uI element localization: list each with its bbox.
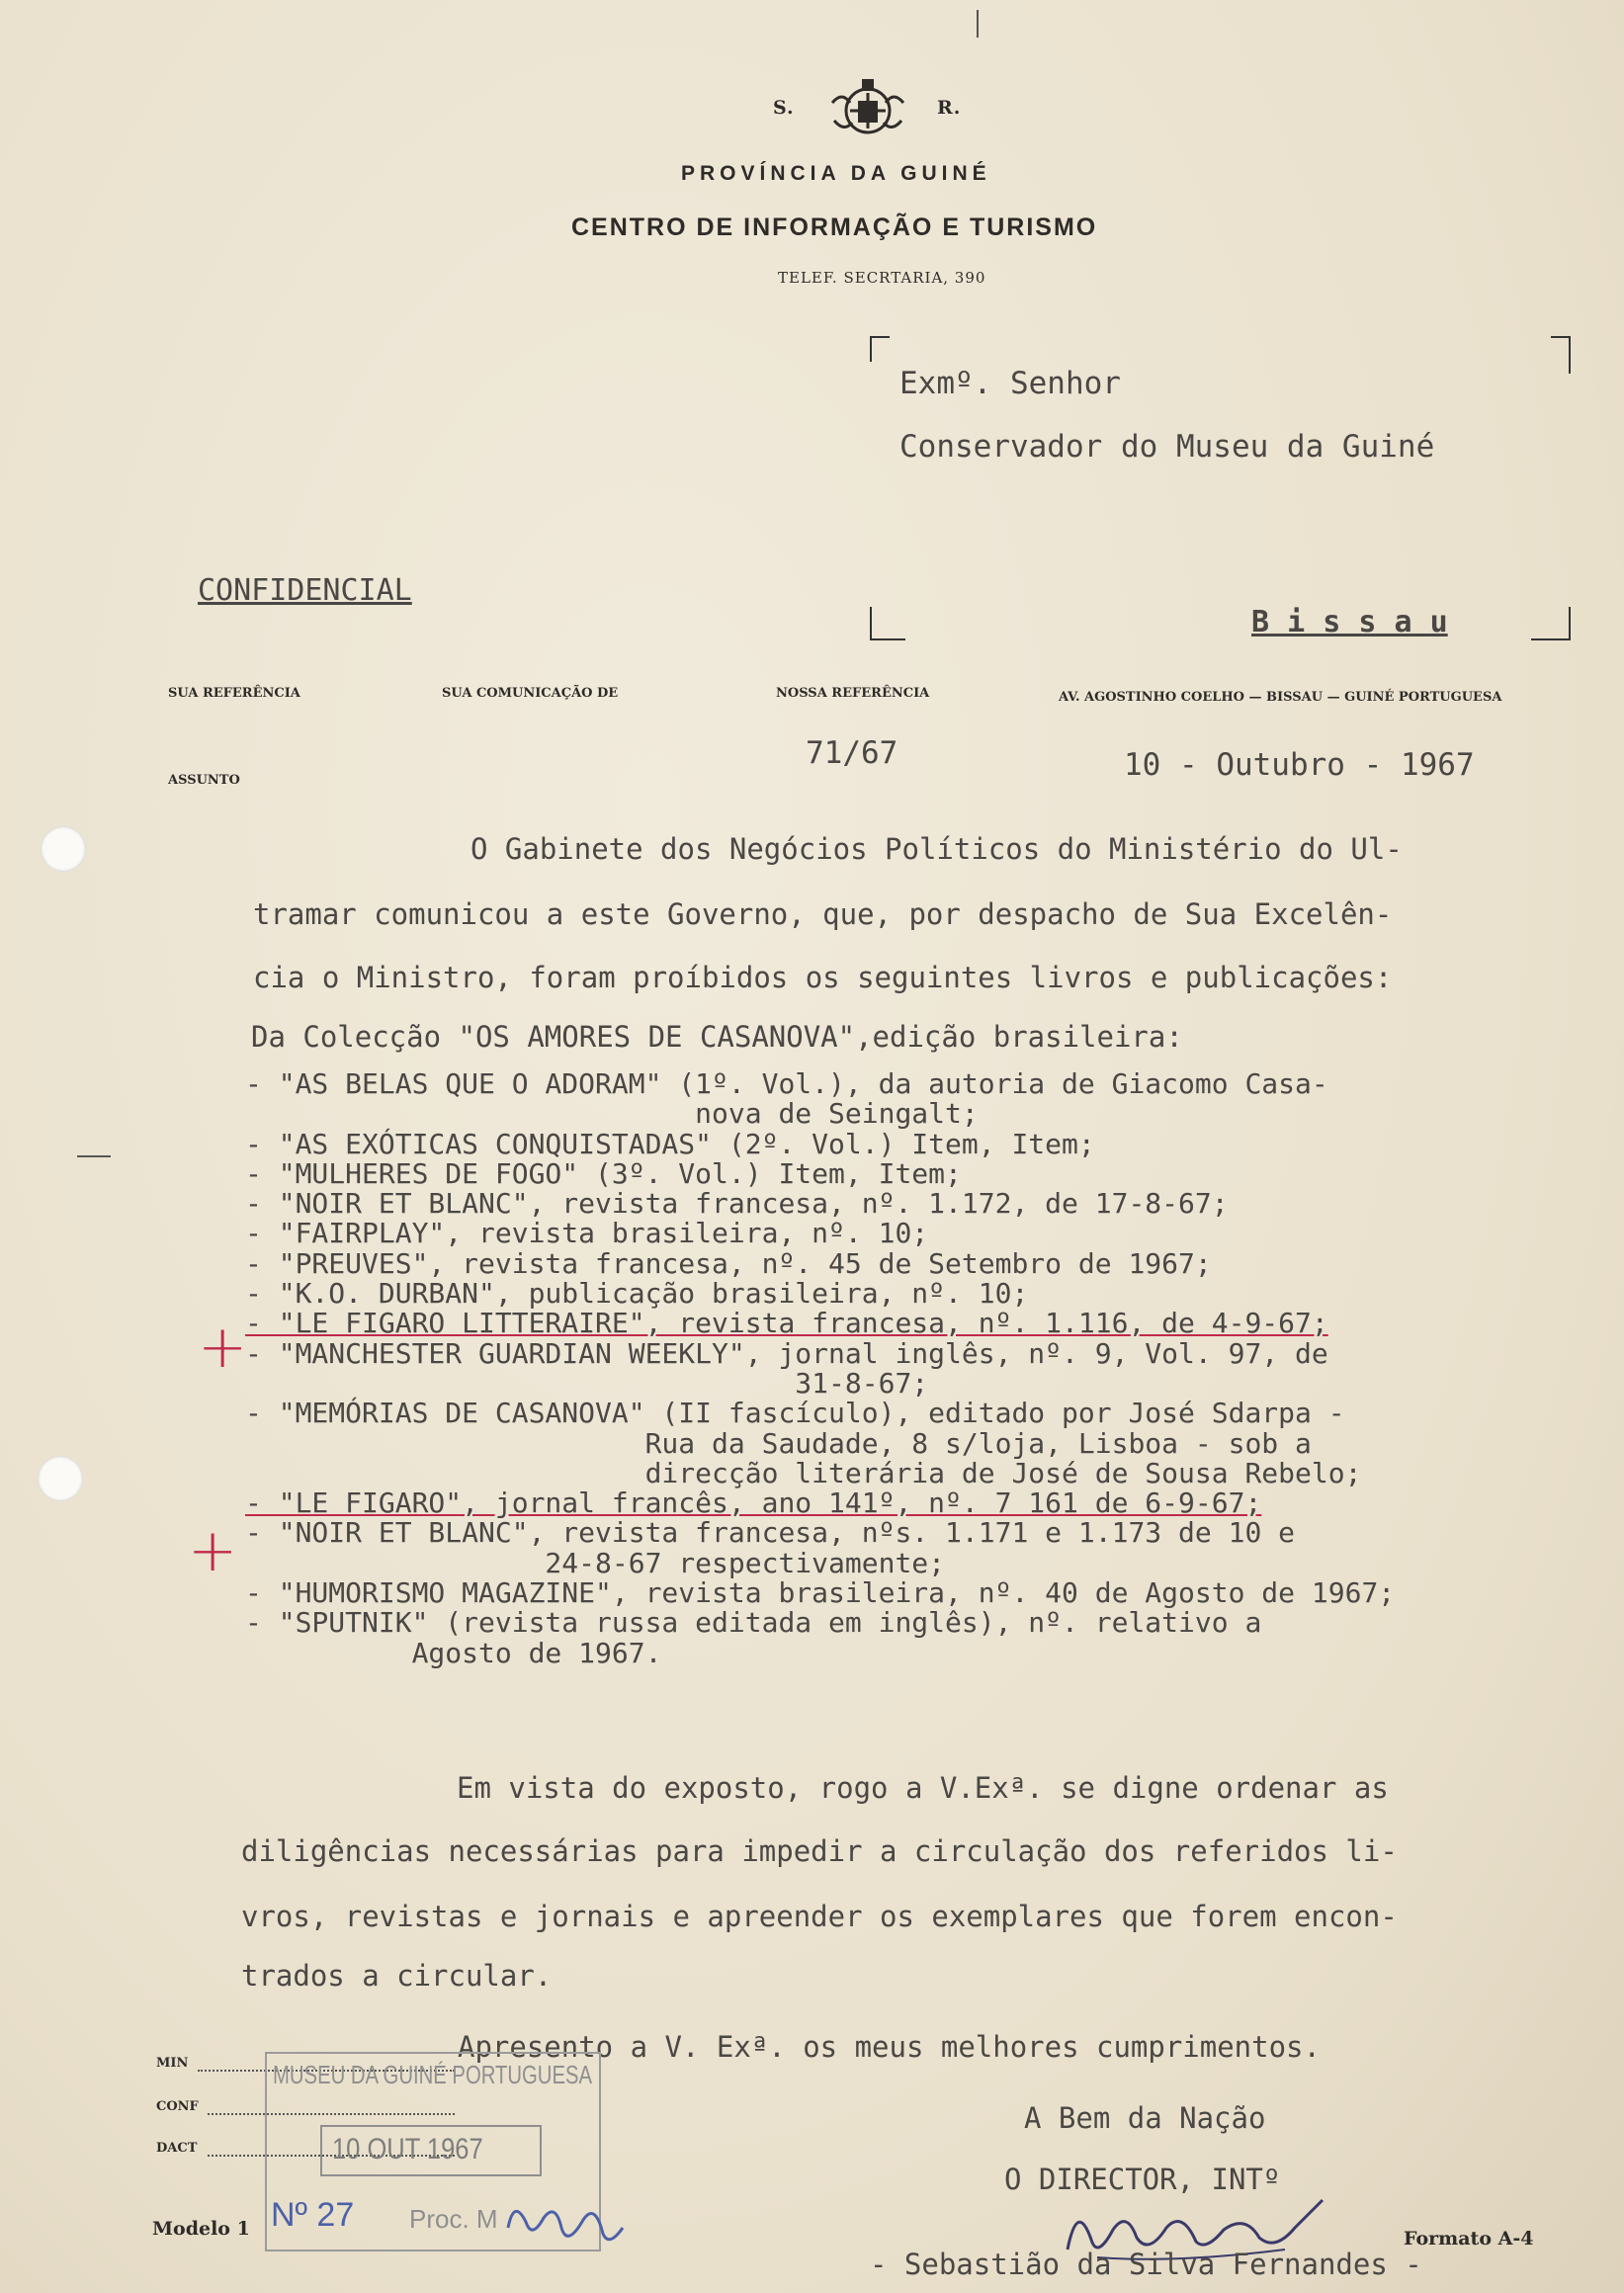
list-item: - "AS EXÓTICAS CONQUISTADAS" (2º. Vol.) Item, Item; bbox=[245, 1127, 1095, 1160]
intro-line: tramar comunicou a este Governo, que, por despacho de Sua Excelên- bbox=[253, 897, 1393, 931]
list-item: - "MULHERES DE FOGO" (3º. Vol.) Item, Item; bbox=[245, 1156, 962, 1190]
city-label: B i s s a u bbox=[1251, 605, 1448, 639]
museum-stamp bbox=[265, 2052, 601, 2251]
list-item: - "NOIR ET BLANC", revista francesa, nºs. 1.171 e 1.173 de 10 e bbox=[245, 1516, 1296, 1550]
address-bracket-bl bbox=[870, 607, 905, 640]
reference-value: 71/67 bbox=[806, 735, 898, 771]
list-item: direcção literária de José de Sousa Rebelo; bbox=[245, 1456, 1362, 1489]
list-item: - "AS BELAS QUE O ADORAM" (1º. Vol.), da autoria de Giacomo Casa- bbox=[245, 1067, 1328, 1100]
list-item: - "NOIR ET BLANC", revista francesa, nº. 1.172, de 17-8-67; bbox=[245, 1187, 1229, 1221]
list-item: - "HUMORISMO MAGAZINE", revista brasileira, nº. 40 de Agosto de 1967; bbox=[245, 1576, 1396, 1610]
stamp-handwriting bbox=[500, 2188, 629, 2261]
footer-min: MIN bbox=[156, 2056, 189, 2071]
motto: A Bem da Nação bbox=[1024, 2101, 1266, 2135]
list-item: - "MEMÓRIAS DE CASANOVA" (II fascículo), editado por José Sdarpa - bbox=[245, 1397, 1345, 1430]
stamp-number: Nº 27 bbox=[271, 2196, 355, 2234]
intro-line: O Gabinete dos Negócios Políticos do Ministério do Ul- bbox=[470, 832, 1403, 866]
stamp-date-box bbox=[320, 2125, 542, 2176]
letterhead-centre: CENTRO DE INFORMAÇÃO E TURISMO bbox=[571, 213, 1098, 241]
field-address: AV. AGOSTINHO COELHO — BISSAU — GUINÉ PORTUGUESA bbox=[1059, 690, 1502, 705]
letterhead-province: PROVÍNCIA DA GUINÉ bbox=[681, 162, 991, 185]
address-bracket-br bbox=[1531, 607, 1571, 640]
footer-modelo: Modelo 1 bbox=[152, 2218, 250, 2240]
punch-hole-top bbox=[41, 826, 86, 872]
stamp-date: 10 OUT 1967 bbox=[332, 2133, 483, 2166]
list-item: Agosto de 1967. bbox=[245, 1636, 662, 1669]
coat-of-arms-emblem bbox=[820, 73, 915, 146]
closing-line: diligências necessárias para impedir a circulação dos referidos li- bbox=[241, 1834, 1398, 1868]
list-item-le-figaro: - "LE FIGARO", jornal francês, ano 141º, nº. 7 161 de 6-9-67; bbox=[245, 1486, 1262, 1520]
address-bracket-tr bbox=[1551, 336, 1571, 374]
fold-mark-top bbox=[977, 10, 979, 38]
list-item: - "PREUVES", revista francesa, nº. 45 de Setembro de 1967; bbox=[245, 1246, 1212, 1280]
intro-line: cia o Ministro, foram proíbidos os seguintes livros e publicações: bbox=[253, 961, 1393, 994]
fold-mark-left bbox=[77, 1155, 111, 1157]
address-bracket-tl bbox=[870, 336, 890, 362]
letter-date: 10 - Outubro - 1967 bbox=[1124, 747, 1475, 783]
letterhead-s: S. bbox=[773, 97, 795, 119]
list-item: 31-8-67; bbox=[245, 1366, 929, 1400]
closing-line: vros, revistas e jornais e apreender os exemplares que forem encon- bbox=[241, 1900, 1398, 1933]
regards-line: Apresento a V. Exª. os meus melhores cumprimentos. bbox=[458, 2030, 1321, 2064]
stamp-proc: Proc. M bbox=[409, 2204, 498, 2234]
footer-conf: CONF bbox=[156, 2099, 199, 2114]
closing-line: trados a circular. bbox=[241, 1959, 553, 1993]
field-sua-referencia: SUA REFERÊNCIA bbox=[168, 686, 300, 701]
list-item: - "K.O. DURBAN", publicação brasileira, nº. 10; bbox=[245, 1277, 1029, 1311]
letterhead-r: R. bbox=[937, 97, 962, 119]
footer-dact: DACT bbox=[156, 2141, 198, 2156]
classification-label: CONFIDENCIAL bbox=[198, 573, 412, 608]
field-nossa-referencia: NOSSA REFERÊNCIA bbox=[776, 686, 930, 701]
punch-hole-bottom bbox=[38, 1456, 83, 1501]
list-item: nova de Seingalt; bbox=[245, 1097, 979, 1131]
intro-line: Da Colecção "OS AMORES DE CASANOVA",edição brasileira: bbox=[251, 1020, 1183, 1054]
addressee-line1: Exmº. Senhor bbox=[899, 366, 1121, 401]
addressee-line2: Conservador do Museu da Guiné bbox=[899, 429, 1435, 465]
list-item: - "FAIRPLAY", revista brasileira, nº. 10; bbox=[245, 1217, 929, 1250]
list-item: - "MANCHESTER GUARDIAN WEEKLY", jornal inglês, nº. 9, Vol. 97, de bbox=[245, 1336, 1328, 1370]
list-item-figaro-litteraire: - "LE FIGARO LITTERAIRE", revista francesa, nº. 1.116, de 4-9-67; bbox=[245, 1307, 1328, 1340]
list-item: Rua da Saudade, 8 s/loja, Lisboa - sob a bbox=[245, 1426, 1312, 1460]
red-annotation-mark: + bbox=[198, 1313, 248, 1382]
closing-line: Em vista do exposto, rogo a V.Exª. se digne ordenar as bbox=[457, 1771, 1389, 1805]
field-sua-comunicacao: SUA COMUNICAÇÃO DE bbox=[442, 686, 619, 701]
letterhead-phone: TELEF. SECRTARIA, 390 bbox=[778, 269, 986, 287]
field-assunto: ASSUNTO bbox=[168, 773, 240, 788]
list-item: 24-8-67 respectivamente; bbox=[245, 1546, 946, 1579]
signatory-title: O DIRECTOR, INTº bbox=[1004, 2163, 1281, 2196]
stamp-museum-name: MUSEU DA GUINÉ PORTUGUESA bbox=[273, 2060, 593, 2089]
signatory-name: - Sebastião da Silva Fernandes - bbox=[870, 2248, 1422, 2281]
list-item: - "SPUTNIK" (revista russa editada em inglês), nº. relativo a bbox=[245, 1606, 1262, 1640]
red-annotation-mark: + bbox=[188, 1516, 238, 1585]
prohibited-list bbox=[245, 1069, 1395, 1668]
footer-formato: Formato A-4 bbox=[1404, 2228, 1534, 2250]
